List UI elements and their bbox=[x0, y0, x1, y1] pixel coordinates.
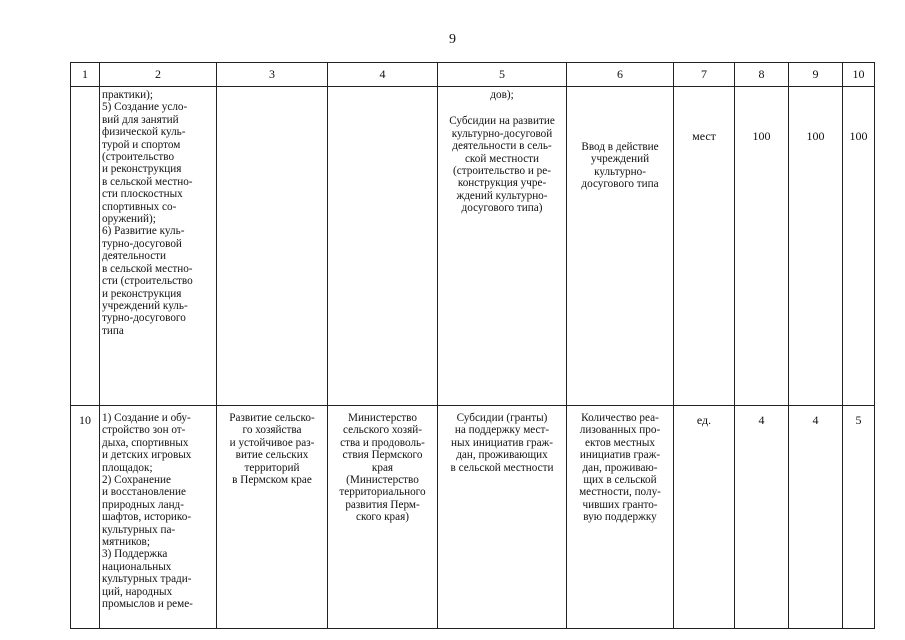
table-row bbox=[71, 87, 875, 406]
header-col-3: 3 bbox=[217, 63, 328, 87]
row2-ministry-cell: Министерство сельского хозяй- ства и продоволь- ствия Пермского края (Министерство территориального развития Перм- ского края) bbox=[328, 406, 438, 629]
row2-value-10: 5 bbox=[843, 406, 875, 629]
row2-value-9: 4 bbox=[789, 406, 843, 629]
row1-subsidy-cell bbox=[438, 87, 567, 406]
row2-unit-cell: ед. bbox=[674, 406, 735, 629]
row2-activities-cell: 1) Создание и обу- стройство зон от- дыха, спортивных и детских игровых площадок; 2) Сохранение и восстановление природных ланд- шафтов, историко- культурных па- мятников; 3) Поддержка национальных культурных тради- ций, народных промыслов и реме- bbox=[100, 406, 217, 629]
table-row bbox=[71, 406, 875, 629]
row1-value-8: 100 bbox=[735, 87, 789, 406]
header-col-1: 1 bbox=[71, 63, 100, 87]
row2-indicator-cell: Количество реа- лизованных про- ектов местных инициатив граж- дан, проживаю- щих в сельской местности, полу- чивших гранто- вую поддержку bbox=[567, 406, 674, 629]
row1-indicator-cell: Ввод в действие учреждений культурно- досугового типа bbox=[567, 87, 674, 406]
row1-program-cell bbox=[217, 87, 328, 406]
row2-value-8: 4 bbox=[735, 406, 789, 629]
page-number: 9 bbox=[449, 32, 456, 47]
row1-activities-cell: практики); 5) Создание усло- вий для занятий физической куль- турой и спортом (строительство и реконструкция в сельской местно- сти плоскостных спортивных со- оружений); 6) Развитие куль- турно-досуговой деятельности в сельской местно- сти (строительство и реконструкция учреждений куль- турно-досугового типа bbox=[100, 87, 217, 406]
row2-subsidy-cell: Субсидии (гранты) на поддержку мест- ных инициатив граж- дан, проживающих в сельской местности bbox=[438, 406, 567, 629]
header-col-7: 7 bbox=[674, 63, 735, 87]
row1-number-cell bbox=[71, 87, 100, 406]
row1-ministry-cell bbox=[328, 87, 438, 406]
row2-number-cell: 10 bbox=[71, 406, 100, 629]
row1-subsidy-text: Субсидии на развитие культурно-досуговой деятельности в сель- ской местности (строительство и ре- конструкция учре- ждений культурно- досугового типа) bbox=[449, 115, 555, 215]
header-col-4: 4 bbox=[328, 63, 438, 87]
header-col-5: 5 bbox=[438, 63, 567, 87]
row1-value-10: 100 bbox=[843, 87, 875, 406]
row1-value-9: 100 bbox=[789, 87, 843, 406]
row1-unit-cell: мест bbox=[674, 87, 735, 406]
header-col-10: 10 bbox=[843, 63, 875, 87]
document-table bbox=[70, 62, 875, 629]
row2-program-cell: Развитие сельско- го хозяйства и устойчивое раз- витие сельских территорий в Пермском крае bbox=[217, 406, 328, 629]
header-col-2: 2 bbox=[100, 63, 217, 87]
header-col-8: 8 bbox=[735, 63, 789, 87]
row1-subsidy-continuation: дов); bbox=[490, 89, 514, 101]
header-col-6: 6 bbox=[567, 63, 674, 87]
header-row bbox=[71, 63, 875, 87]
header-col-9: 9 bbox=[789, 63, 843, 87]
